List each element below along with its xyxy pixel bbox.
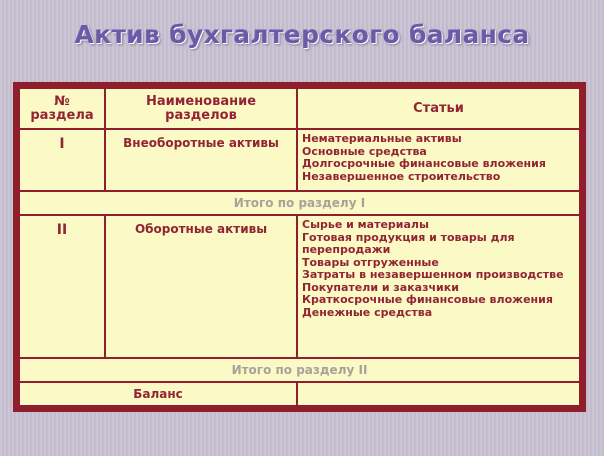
balance-label: Баланс	[20, 383, 296, 405]
section-1-total: Итого по разделу I	[20, 192, 579, 214]
balance-row	[20, 383, 579, 405]
section-1-name: Внеоборотные активы	[106, 130, 296, 190]
section-1-item: Нематериальные активы	[302, 132, 462, 146]
section-2-row	[20, 216, 579, 356]
section-2-name: Оборотные активы	[106, 216, 296, 356]
balance-value-cell	[298, 383, 579, 405]
header-items: Статьи	[298, 89, 579, 128]
section-2-item: Краткосрочные финансовые вложения	[302, 293, 553, 307]
section-1-items	[298, 130, 579, 190]
section-1-row	[20, 130, 579, 190]
balance-table	[13, 82, 586, 412]
section-2-item: Готовая продукция и товары для перепродажи	[302, 230, 515, 257]
slide-title: Актив бухгалтерского баланса	[74, 20, 530, 49]
header-row	[20, 89, 579, 128]
section-2-item: Товары отгруженные	[302, 255, 439, 269]
section-2-total: Итого по разделу II	[20, 359, 579, 381]
section-2-items	[298, 216, 579, 356]
section-2-item: Затраты в незавершенном производстве	[302, 268, 564, 282]
section-2-number: II	[20, 216, 104, 356]
section-2-item: Денежные средства	[302, 305, 433, 319]
section-2-total-row	[20, 359, 579, 381]
section-1-total-row	[20, 192, 579, 214]
section-1-item: Долгосрочные финансовые вложения	[302, 157, 546, 171]
section-1-number: I	[20, 130, 104, 190]
section-2-item: Покупатели и заказчики	[302, 280, 459, 294]
header-section-number: № раздела	[20, 89, 104, 128]
section-2-item: Сырье и материалы	[302, 218, 429, 232]
section-1-item: Незавершенное строительство	[302, 169, 501, 183]
section-1-item: Основные средства	[302, 144, 427, 158]
header-section-name: Наименование разделов	[106, 89, 296, 128]
